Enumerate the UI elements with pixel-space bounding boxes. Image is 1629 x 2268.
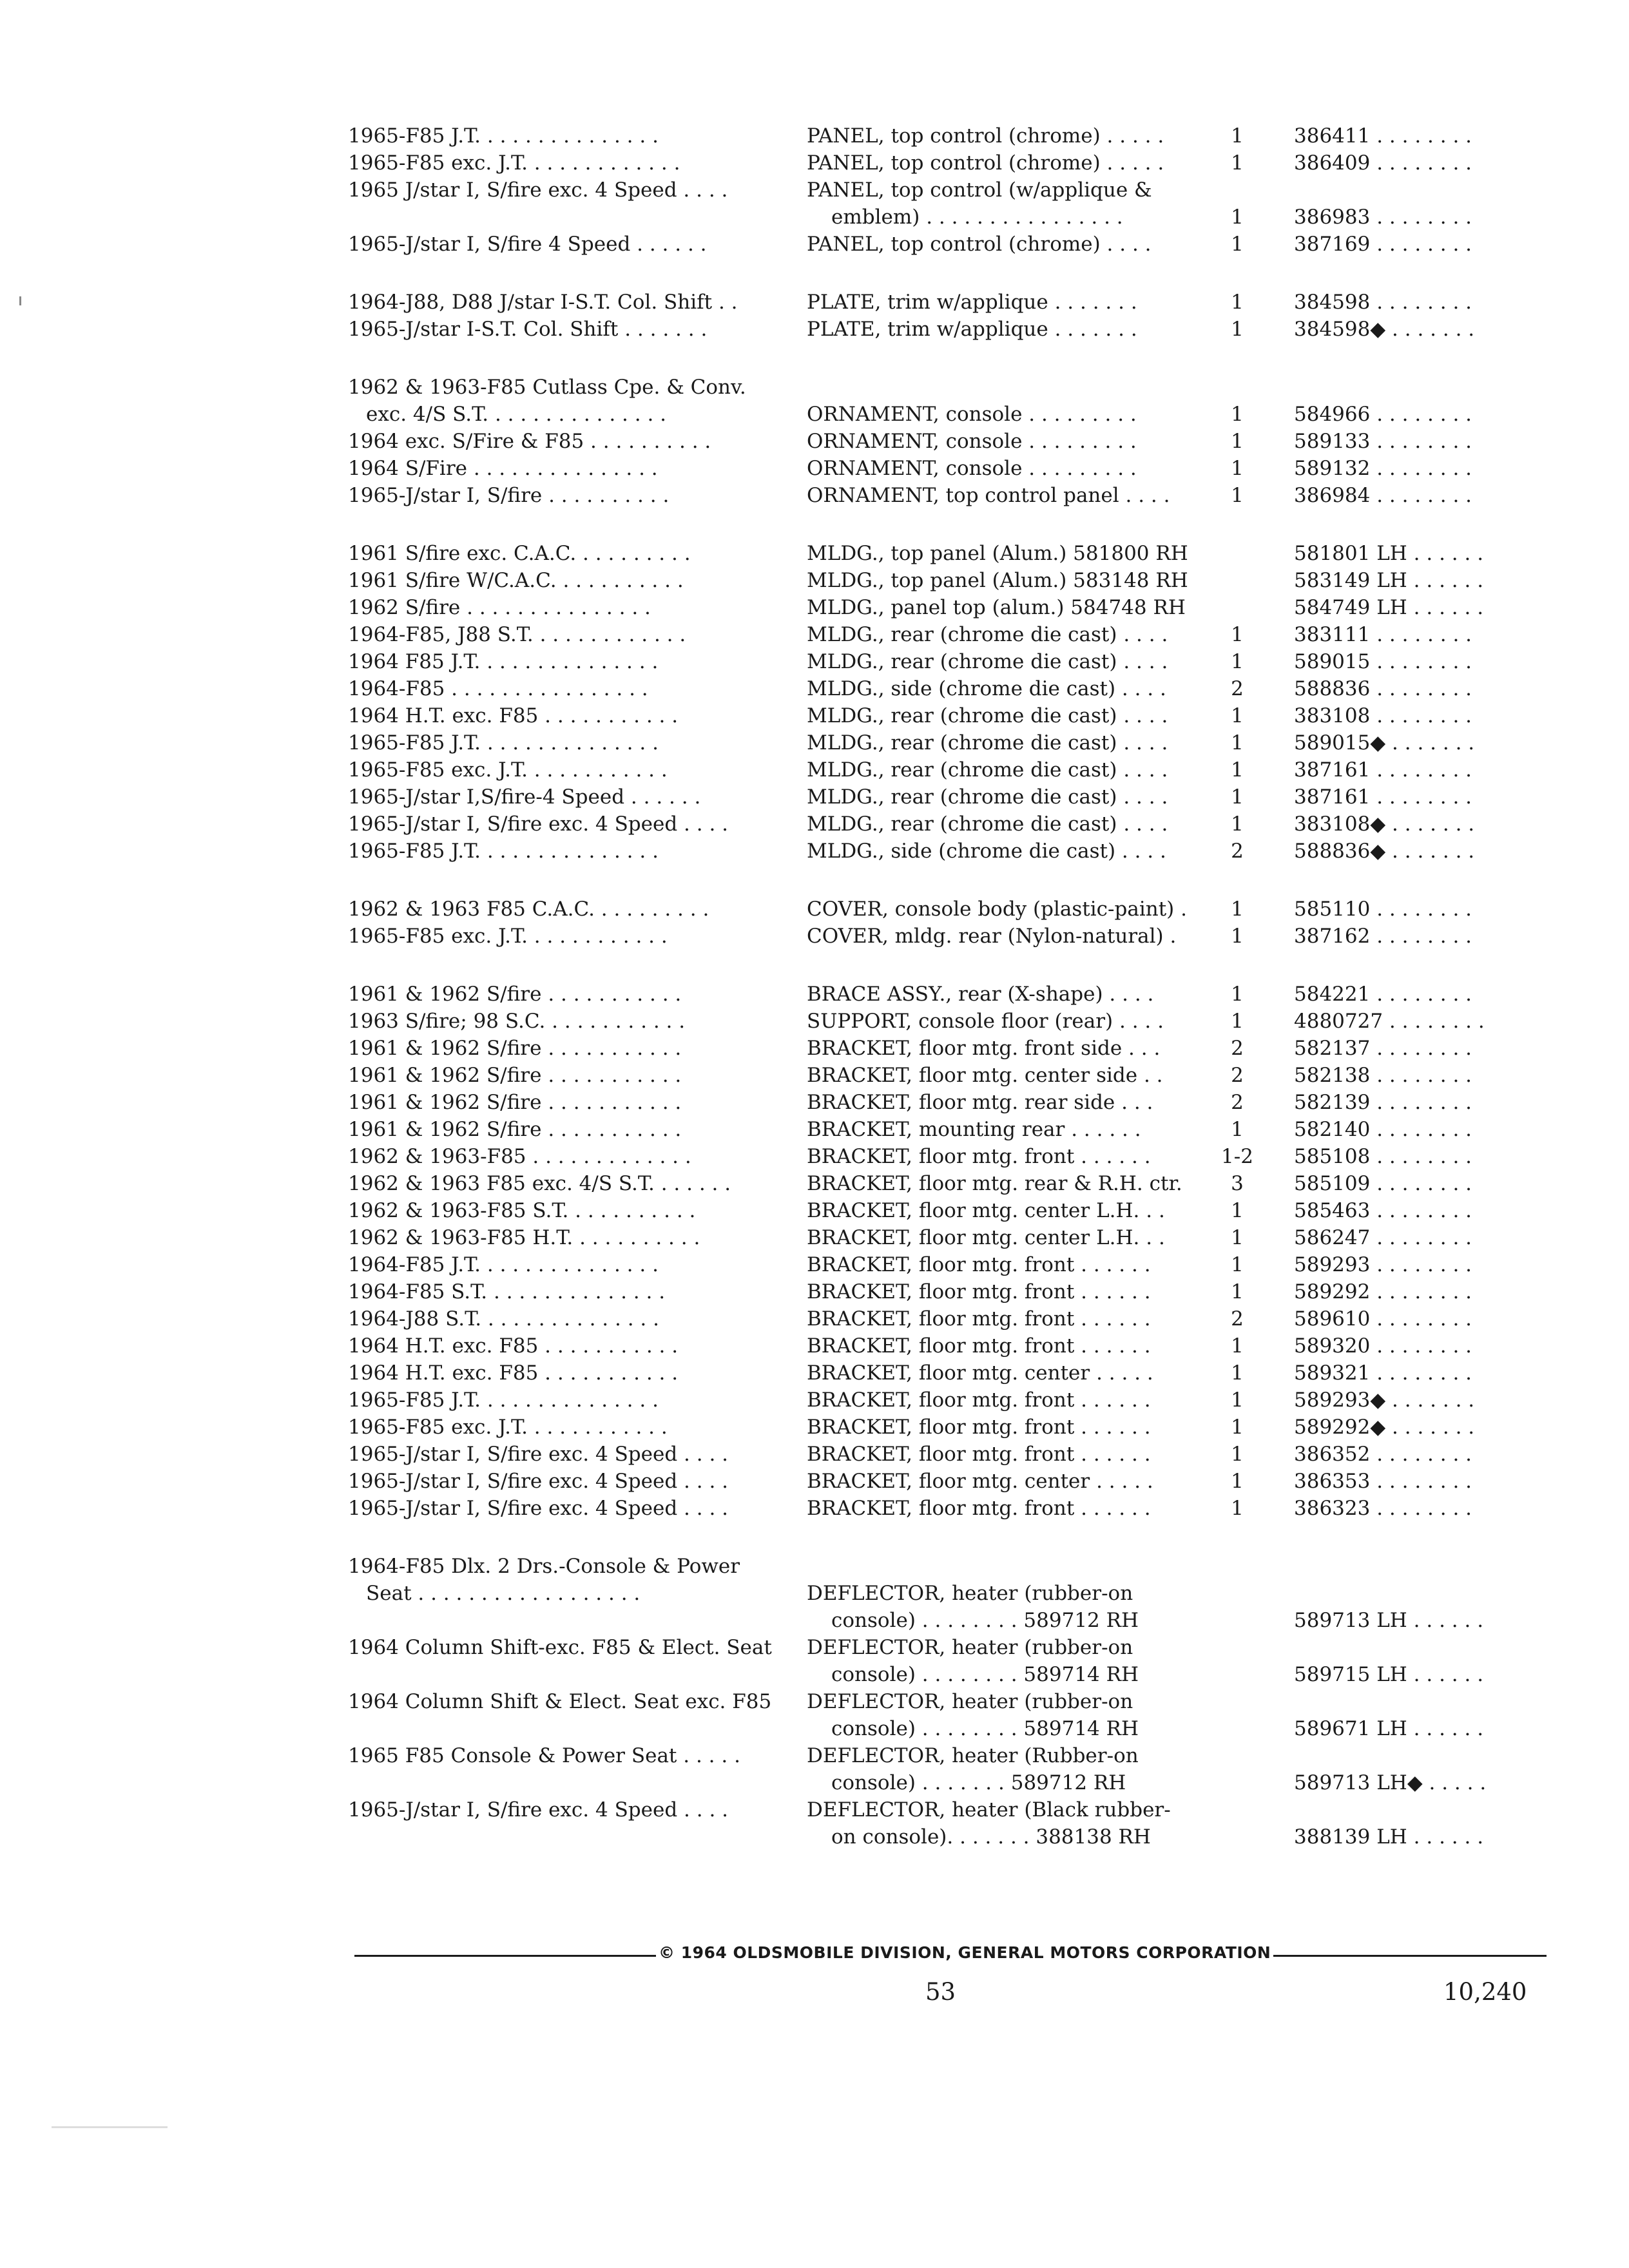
application-label: 1964-J88 S.T. . . . . . . . . . . . . . . bbox=[348, 1307, 659, 1331]
catalog-row bbox=[348, 1468, 1547, 1495]
application-label: 1965-F85 exc. J.T. . . . . . . . . . . . . bbox=[348, 151, 680, 175]
catalog-row bbox=[348, 1823, 1547, 1850]
quantity: 1 bbox=[1231, 1361, 1244, 1385]
part-number: 582140 . . . . . . . . bbox=[1294, 1118, 1472, 1141]
application-label: 1965 F85 Console & Power Seat . . . . . bbox=[348, 1744, 740, 1767]
application-label: 1965-F85 J.T. . . . . . . . . . . . . . . bbox=[348, 124, 659, 148]
quantity: 1 bbox=[1231, 785, 1244, 809]
part-number: 589715 LH . . . . . . bbox=[1294, 1663, 1484, 1686]
quantity: 3 bbox=[1231, 1172, 1244, 1195]
part-description: DEFLECTOR, heater (rubber-on bbox=[807, 1636, 1133, 1659]
catalog-row bbox=[348, 149, 1547, 177]
page-number: 53 bbox=[925, 1978, 956, 2006]
quantity: 1 bbox=[1231, 758, 1244, 782]
application-label: 1963 S/fire; 98 S.C. . . . . . . . . . . . bbox=[348, 1010, 686, 1033]
application-label: 1961 & 1962 S/fire . . . . . . . . . . . bbox=[348, 1037, 682, 1060]
catalog-group bbox=[348, 1553, 1547, 1850]
quantity: 1 bbox=[1231, 983, 1244, 1006]
application-label: 1964 Column Shift & Elect. Seat exc. F85 bbox=[348, 1690, 772, 1713]
catalog-row bbox=[348, 177, 1547, 204]
catalog-row bbox=[348, 1062, 1547, 1089]
quantity: 1 bbox=[1231, 1334, 1244, 1358]
application-label: 1961 & 1962 S/fire . . . . . . . . . . . bbox=[348, 1091, 682, 1114]
application-label: 1965-J/star I, S/fire . . . . . . . . . . bbox=[348, 484, 670, 507]
part-number: 386353 . . . . . . . . bbox=[1294, 1470, 1472, 1493]
part-number: 589293 . . . . . . . . bbox=[1294, 1253, 1472, 1276]
document-number: 10,240 bbox=[1443, 1978, 1527, 2006]
catalog-row bbox=[348, 702, 1547, 729]
quantity: 1 bbox=[1231, 1497, 1244, 1520]
part-description: ORNAMENT, console . . . . . . . . . bbox=[807, 403, 1137, 426]
catalog-row bbox=[348, 1715, 1547, 1742]
part-number: 589320 . . . . . . . . bbox=[1294, 1334, 1472, 1358]
application-label: Seat . . . . . . . . . . . . . . . . . . bbox=[366, 1582, 641, 1605]
application-label: 1965-J/star I, S/fire exc. 4 Speed . . . . bbox=[348, 1497, 729, 1520]
part-description: MLDG., side (chrome die cast) . . . . bbox=[807, 677, 1166, 700]
catalog-row bbox=[348, 1607, 1547, 1634]
part-description: BRACE ASSY., rear (X-shape) . . . . bbox=[807, 983, 1154, 1006]
footer-rule-left bbox=[354, 1955, 657, 1957]
scan-smudge bbox=[52, 2126, 168, 2128]
part-description: BRACKET, floor mtg. center L.H. . . bbox=[807, 1226, 1165, 1249]
part-description: console) . . . . . . . . 589712 RH bbox=[831, 1609, 1139, 1632]
part-description: MLDG., rear (chrome die cast) . . . . bbox=[807, 623, 1168, 646]
part-number: 384598 . . . . . . . . bbox=[1294, 291, 1472, 314]
catalog-row bbox=[348, 811, 1547, 838]
part-number: 387161 . . . . . . . . bbox=[1294, 758, 1472, 782]
catalog-row bbox=[348, 621, 1547, 648]
catalog-row bbox=[348, 981, 1547, 1008]
catalog-row bbox=[348, 756, 1547, 783]
quantity: 1 bbox=[1231, 233, 1244, 256]
catalog-row bbox=[348, 1251, 1547, 1278]
application-label: 1962 & 1963-F85 . . . . . . . . . . . . . bbox=[348, 1145, 691, 1168]
parts-catalog bbox=[348, 122, 1547, 1881]
part-number: 384598◆ . . . . . . . bbox=[1294, 318, 1475, 341]
application-label: 1962 & 1963-F85 Cutlass Cpe. & Conv. bbox=[348, 376, 746, 399]
catalog-row bbox=[348, 428, 1547, 455]
part-number: 585463 . . . . . . . . bbox=[1294, 1199, 1472, 1222]
catalog-group bbox=[348, 896, 1547, 950]
quantity: 2 bbox=[1231, 1064, 1244, 1087]
quantity: 1 bbox=[1231, 124, 1244, 148]
application-label: 1964 F85 J.T. . . . . . . . . . . . . . . bbox=[348, 650, 659, 673]
part-description: MLDG., panel top (alum.) 584748 RH bbox=[807, 596, 1186, 619]
quantity: 1 bbox=[1231, 1470, 1244, 1493]
part-description: MLDG., rear (chrome die cast) . . . . bbox=[807, 758, 1168, 782]
part-number: 388139 LH . . . . . . bbox=[1294, 1825, 1484, 1849]
catalog-row bbox=[348, 455, 1547, 482]
part-description: BRACKET, floor mtg. front . . . . . . bbox=[807, 1307, 1151, 1331]
part-description: PANEL, top control (w/applique & bbox=[807, 178, 1152, 202]
application-label: 1965-F85 J.T. . . . . . . . . . . . . . . bbox=[348, 840, 659, 863]
part-description: BRACKET, floor mtg. front . . . . . . bbox=[807, 1443, 1151, 1466]
application-label: 1964-F85, J88 S.T. . . . . . . . . . . . . bbox=[348, 623, 686, 646]
part-description: BRACKET, floor mtg. rear side . . . bbox=[807, 1091, 1153, 1114]
part-description: ORNAMENT, console . . . . . . . . . bbox=[807, 430, 1137, 453]
quantity: 1 bbox=[1231, 1118, 1244, 1141]
quantity: 2 bbox=[1231, 1091, 1244, 1114]
part-description: MLDG., top panel (Alum.) 581800 RH bbox=[807, 542, 1188, 565]
part-description: console) . . . . . . . . 589714 RH bbox=[831, 1663, 1139, 1686]
part-number: 581801 LH . . . . . . bbox=[1294, 542, 1484, 565]
application-label: 1965-J/star I, S/fire exc. 4 Speed . . . . bbox=[348, 1798, 729, 1821]
quantity: 1 bbox=[1231, 1389, 1244, 1412]
part-number: 383111 . . . . . . . . bbox=[1294, 623, 1472, 646]
part-description: BRACKET, floor mtg. front . . . . . . bbox=[807, 1145, 1151, 1168]
quantity: 1 bbox=[1231, 1253, 1244, 1276]
application-label: 1965 J/star I, S/fire exc. 4 Speed . . . . bbox=[348, 178, 728, 202]
catalog-group bbox=[348, 289, 1547, 343]
part-description: BRACKET, floor mtg. front . . . . . . bbox=[807, 1389, 1151, 1412]
catalog-row bbox=[348, 1089, 1547, 1116]
catalog-row bbox=[348, 540, 1547, 567]
catalog-row bbox=[348, 1688, 1547, 1715]
application-label: exc. 4/S S.T. . . . . . . . . . . . . . . bbox=[366, 403, 667, 426]
catalog-row bbox=[348, 1661, 1547, 1688]
quantity: 1 bbox=[1231, 1199, 1244, 1222]
catalog-row bbox=[348, 1634, 1547, 1661]
part-description: COVER, console body (plastic-paint) . bbox=[807, 898, 1187, 921]
catalog-row bbox=[348, 401, 1547, 428]
catalog-row bbox=[348, 482, 1547, 509]
part-number: 584221 . . . . . . . . bbox=[1294, 983, 1472, 1006]
part-description: console) . . . . . . . . 589714 RH bbox=[831, 1717, 1139, 1740]
application-label: 1965-J/star I, S/fire exc. 4 Speed . . . . bbox=[348, 1470, 729, 1493]
catalog-group bbox=[348, 374, 1547, 509]
application-label: 1965-J/star I, S/fire 4 Speed . . . . . . bbox=[348, 233, 707, 256]
part-number: 589132 . . . . . . . . bbox=[1294, 457, 1472, 480]
application-label: 1962 & 1963 F85 exc. 4/S S.T. . . . . . . bbox=[348, 1172, 731, 1195]
quantity: 1 bbox=[1231, 1280, 1244, 1303]
application-label: 1962 & 1963-F85 H.T. . . . . . . . . . . bbox=[348, 1226, 700, 1249]
catalog-row bbox=[348, 1387, 1547, 1414]
catalog-row bbox=[348, 594, 1547, 621]
quantity: 1 bbox=[1231, 898, 1244, 921]
application-label: 1965-J/star I-S.T. Col. Shift . . . . . . . bbox=[348, 318, 708, 341]
catalog-row bbox=[348, 1360, 1547, 1387]
catalog-row bbox=[348, 1035, 1547, 1062]
copyright-notice: © 1964 OLDSMOBILE DIVISION, GENERAL MOTORS CORPORATION bbox=[656, 1943, 1273, 1962]
application-label: 1965-F85 exc. J.T. . . . . . . . . . . . bbox=[348, 925, 668, 948]
quantity: 1 bbox=[1231, 704, 1244, 727]
part-description: MLDG., rear (chrome die cast) . . . . bbox=[807, 650, 1168, 673]
part-description: MLDG., rear (chrome die cast) . . . . bbox=[807, 812, 1168, 836]
part-number: 582137 . . . . . . . . bbox=[1294, 1037, 1472, 1060]
quantity: 1 bbox=[1231, 1443, 1244, 1466]
part-number: 386409 . . . . . . . . bbox=[1294, 151, 1472, 175]
catalog-row bbox=[348, 729, 1547, 756]
quantity: 1 bbox=[1231, 484, 1244, 507]
application-label: 1961 & 1962 S/fire . . . . . . . . . . . bbox=[348, 1064, 682, 1087]
part-description: MLDG., rear (chrome die cast) . . . . bbox=[807, 731, 1168, 754]
part-description: BRACKET, floor mtg. front . . . . . . bbox=[807, 1280, 1151, 1303]
catalog-group bbox=[348, 122, 1547, 258]
quantity: 2 bbox=[1231, 1037, 1244, 1060]
part-description: emblem) . . . . . . . . . . . . . . . . bbox=[831, 206, 1123, 229]
part-number: 583149 LH . . . . . . bbox=[1294, 569, 1484, 592]
catalog-row bbox=[348, 1796, 1547, 1823]
part-number: 589293◆ . . . . . . . bbox=[1294, 1389, 1475, 1412]
part-number: 589671 LH . . . . . . bbox=[1294, 1717, 1484, 1740]
part-number: 383108◆ . . . . . . . bbox=[1294, 812, 1475, 836]
application-label: 1964 H.T. exc. F85 . . . . . . . . . . . bbox=[348, 704, 679, 727]
catalog-row bbox=[348, 1305, 1547, 1332]
application-label: 1965-J/star I,S/fire-4 Speed . . . . . . bbox=[348, 785, 701, 809]
catalog-row bbox=[348, 1332, 1547, 1360]
catalog-row bbox=[348, 1769, 1547, 1796]
part-number: 589292◆ . . . . . . . bbox=[1294, 1416, 1475, 1439]
catalog-row bbox=[348, 1742, 1547, 1769]
quantity: 1 bbox=[1231, 430, 1244, 453]
part-number: 585109 . . . . . . . . bbox=[1294, 1172, 1472, 1195]
part-description: MLDG., side (chrome die cast) . . . . bbox=[807, 840, 1166, 863]
part-number: 584749 LH . . . . . . bbox=[1294, 596, 1484, 619]
part-number: 387169 . . . . . . . . bbox=[1294, 233, 1472, 256]
part-number: 582138 . . . . . . . . bbox=[1294, 1064, 1472, 1087]
catalog-row bbox=[348, 1008, 1547, 1035]
application-label: 1965-J/star I, S/fire exc. 4 Speed . . . . bbox=[348, 1443, 729, 1466]
catalog-row bbox=[348, 122, 1547, 149]
part-description: DEFLECTOR, heater (Rubber-on bbox=[807, 1744, 1139, 1767]
quantity: 1 bbox=[1231, 812, 1244, 836]
application-label: 1964-F85 S.T. . . . . . . . . . . . . . . bbox=[348, 1280, 666, 1303]
part-number: 588836 . . . . . . . . bbox=[1294, 677, 1472, 700]
part-description: PANEL, top control (chrome) . . . . . bbox=[807, 124, 1164, 148]
part-number: 589133 . . . . . . . . bbox=[1294, 430, 1472, 453]
catalog-row bbox=[348, 1580, 1547, 1607]
catalog-group bbox=[348, 540, 1547, 865]
part-number: 589713 LH◆ . . . . . bbox=[1294, 1771, 1487, 1794]
catalog-row bbox=[348, 1197, 1547, 1224]
application-label: 1964-F85 . . . . . . . . . . . . . . . . bbox=[348, 677, 648, 700]
quantity: 2 bbox=[1231, 677, 1244, 700]
quantity: 1 bbox=[1231, 925, 1244, 948]
part-description: ORNAMENT, console . . . . . . . . . bbox=[807, 457, 1137, 480]
part-description: PANEL, top control (chrome) . . . . bbox=[807, 233, 1152, 256]
catalog-row bbox=[348, 231, 1547, 258]
part-number: 586247 . . . . . . . . bbox=[1294, 1226, 1472, 1249]
application-label: 1962 S/fire . . . . . . . . . . . . . . . bbox=[348, 596, 651, 619]
application-label: 1964-J88, D88 J/star I-S.T. Col. Shift . . bbox=[348, 291, 738, 314]
application-label: 1961 S/fire W/C.A.C. . . . . . . . . . . bbox=[348, 569, 684, 592]
application-label: 1965-F85 J.T. . . . . . . . . . . . . . . bbox=[348, 731, 659, 754]
application-label: 1964 H.T. exc. F85 . . . . . . . . . . . bbox=[348, 1334, 679, 1358]
catalog-row bbox=[348, 1170, 1547, 1197]
part-description: PLATE, trim w/applique . . . . . . . bbox=[807, 291, 1137, 314]
part-description: COVER, mldg. rear (Nylon-natural) . bbox=[807, 925, 1177, 948]
scan-mark bbox=[19, 296, 21, 305]
part-number: 386323 . . . . . . . . bbox=[1294, 1497, 1472, 1520]
catalog-row bbox=[348, 896, 1547, 923]
application-label: 1964 H.T. exc. F85 . . . . . . . . . . . bbox=[348, 1361, 679, 1385]
catalog-row bbox=[348, 1441, 1547, 1468]
part-description: BRACKET, floor mtg. center side . . bbox=[807, 1064, 1163, 1087]
catalog-row bbox=[348, 1278, 1547, 1305]
quantity: 1 bbox=[1231, 457, 1244, 480]
catalog-row bbox=[348, 1553, 1547, 1580]
part-number: 387161 . . . . . . . . bbox=[1294, 785, 1472, 809]
part-number: 584966 . . . . . . . . bbox=[1294, 403, 1472, 426]
part-description: BRACKET, floor mtg. center . . . . . bbox=[807, 1361, 1153, 1385]
catalog-row bbox=[348, 923, 1547, 950]
application-label: 1964 Column Shift-exc. F85 & Elect. Seat bbox=[348, 1636, 772, 1659]
quantity: 2 bbox=[1231, 1307, 1244, 1331]
part-number: 589015◆ . . . . . . . bbox=[1294, 731, 1475, 754]
part-number: 386411 . . . . . . . . bbox=[1294, 124, 1472, 148]
quantity: 1 bbox=[1231, 403, 1244, 426]
part-description: BRACKET, floor mtg. front . . . . . . bbox=[807, 1334, 1151, 1358]
application-label: 1961 & 1962 S/fire . . . . . . . . . . . bbox=[348, 1118, 682, 1141]
application-label: 1964-F85 Dlx. 2 Drs.-Console & Power bbox=[348, 1555, 740, 1578]
quantity: 1 bbox=[1231, 1226, 1244, 1249]
part-description: SUPPORT, console floor (rear) . . . . bbox=[807, 1010, 1164, 1033]
catalog-row bbox=[348, 204, 1547, 231]
catalog-row bbox=[348, 1116, 1547, 1143]
catalog-row bbox=[348, 1224, 1547, 1251]
application-label: 1962 & 1963-F85 S.T. . . . . . . . . . . bbox=[348, 1199, 696, 1222]
quantity: 1 bbox=[1231, 206, 1244, 229]
application-label: 1964 exc. S/Fire & F85 . . . . . . . . . . bbox=[348, 430, 711, 453]
quantity: 1 bbox=[1231, 151, 1244, 175]
part-number: 589321 . . . . . . . . bbox=[1294, 1361, 1472, 1385]
catalog-row bbox=[348, 1414, 1547, 1441]
catalog-row bbox=[348, 783, 1547, 811]
catalog-row bbox=[348, 1143, 1547, 1170]
part-number: 582139 . . . . . . . . bbox=[1294, 1091, 1472, 1114]
quantity: 1 bbox=[1231, 623, 1244, 646]
application-label: 1965-F85 exc. J.T. . . . . . . . . . . . bbox=[348, 1416, 668, 1439]
part-description: BRACKET, mounting rear . . . . . . bbox=[807, 1118, 1141, 1141]
catalog-row bbox=[348, 316, 1547, 343]
application-label: 1964 S/Fire . . . . . . . . . . . . . . . bbox=[348, 457, 658, 480]
part-description: MLDG., rear (chrome die cast) . . . . bbox=[807, 704, 1168, 727]
part-description: on console). . . . . . . 388138 RH bbox=[831, 1825, 1151, 1849]
catalog-row bbox=[348, 838, 1547, 865]
part-description: DEFLECTOR, heater (Black rubber- bbox=[807, 1798, 1171, 1821]
quantity: 1 bbox=[1231, 731, 1244, 754]
quantity: 2 bbox=[1231, 840, 1244, 863]
application-label: 1965-F85 J.T. . . . . . . . . . . . . . . bbox=[348, 1389, 659, 1412]
part-description: BRACKET, floor mtg. center L.H. . . bbox=[807, 1199, 1165, 1222]
part-description: BRACKET, floor mtg. front . . . . . . bbox=[807, 1497, 1151, 1520]
part-description: BRACKET, floor mtg. front . . . . . . bbox=[807, 1253, 1151, 1276]
catalog-row bbox=[348, 648, 1547, 675]
part-description: MLDG., top panel (Alum.) 583148 RH bbox=[807, 569, 1188, 592]
part-number: 589713 LH . . . . . . bbox=[1294, 1609, 1484, 1632]
part-number: 589015 . . . . . . . . bbox=[1294, 650, 1472, 673]
part-number: 4880727 . . . . . . . . bbox=[1294, 1010, 1485, 1033]
part-description: ORNAMENT, top control panel . . . . bbox=[807, 484, 1170, 507]
quantity: 1 bbox=[1231, 291, 1244, 314]
part-number: 387162 . . . . . . . . bbox=[1294, 925, 1472, 948]
part-number: 386352 . . . . . . . . bbox=[1294, 1443, 1472, 1466]
application-label: 1962 & 1963 F85 C.A.C. . . . . . . . . . bbox=[348, 898, 709, 921]
application-label: 1964-F85 J.T. . . . . . . . . . . . . . . bbox=[348, 1253, 659, 1276]
quantity: 1 bbox=[1231, 318, 1244, 341]
part-description: console) . . . . . . . 589712 RH bbox=[831, 1771, 1126, 1794]
part-number: 383108 . . . . . . . . bbox=[1294, 704, 1472, 727]
part-description: PANEL, top control (chrome) . . . . . bbox=[807, 151, 1164, 175]
part-number: 589292 . . . . . . . . bbox=[1294, 1280, 1472, 1303]
part-number: 386984 . . . . . . . . bbox=[1294, 484, 1472, 507]
application-label: 1965-F85 exc. J.T. . . . . . . . . . . . bbox=[348, 758, 668, 782]
quantity: 1 bbox=[1231, 650, 1244, 673]
part-description: BRACKET, floor mtg. front side . . . bbox=[807, 1037, 1161, 1060]
part-description: BRACKET, floor mtg. rear & R.H. ctr. bbox=[807, 1172, 1182, 1195]
application-label: 1965-J/star I, S/fire exc. 4 Speed . . . . bbox=[348, 812, 729, 836]
catalog-row bbox=[348, 567, 1547, 594]
application-label: 1961 S/fire exc. C.A.C. . . . . . . . . . bbox=[348, 542, 691, 565]
part-description: BRACKET, floor mtg. front . . . . . . bbox=[807, 1416, 1151, 1439]
part-number: 588836◆ . . . . . . . bbox=[1294, 840, 1475, 863]
part-number: 585108 . . . . . . . . bbox=[1294, 1145, 1472, 1168]
part-number: 386983 . . . . . . . . bbox=[1294, 206, 1472, 229]
catalog-row bbox=[348, 675, 1547, 702]
catalog-row bbox=[348, 1495, 1547, 1522]
application-label: 1961 & 1962 S/fire . . . . . . . . . . . bbox=[348, 983, 682, 1006]
part-description: BRACKET, floor mtg. center . . . . . bbox=[807, 1470, 1153, 1493]
catalog-row bbox=[348, 289, 1547, 316]
part-description: DEFLECTOR, heater (rubber-on bbox=[807, 1690, 1133, 1713]
quantity: 1-2 bbox=[1221, 1145, 1253, 1168]
quantity: 1 bbox=[1231, 1010, 1244, 1033]
quantity: 1 bbox=[1231, 1416, 1244, 1439]
part-description: MLDG., rear (chrome die cast) . . . . bbox=[807, 785, 1168, 809]
part-number: 589610 . . . . . . . . bbox=[1294, 1307, 1472, 1331]
catalog-row bbox=[348, 374, 1547, 401]
part-description: DEFLECTOR, heater (rubber-on bbox=[807, 1582, 1133, 1605]
part-number: 585110 . . . . . . . . bbox=[1294, 898, 1472, 921]
part-description: PLATE, trim w/applique . . . . . . . bbox=[807, 318, 1137, 341]
catalog-group bbox=[348, 981, 1547, 1522]
